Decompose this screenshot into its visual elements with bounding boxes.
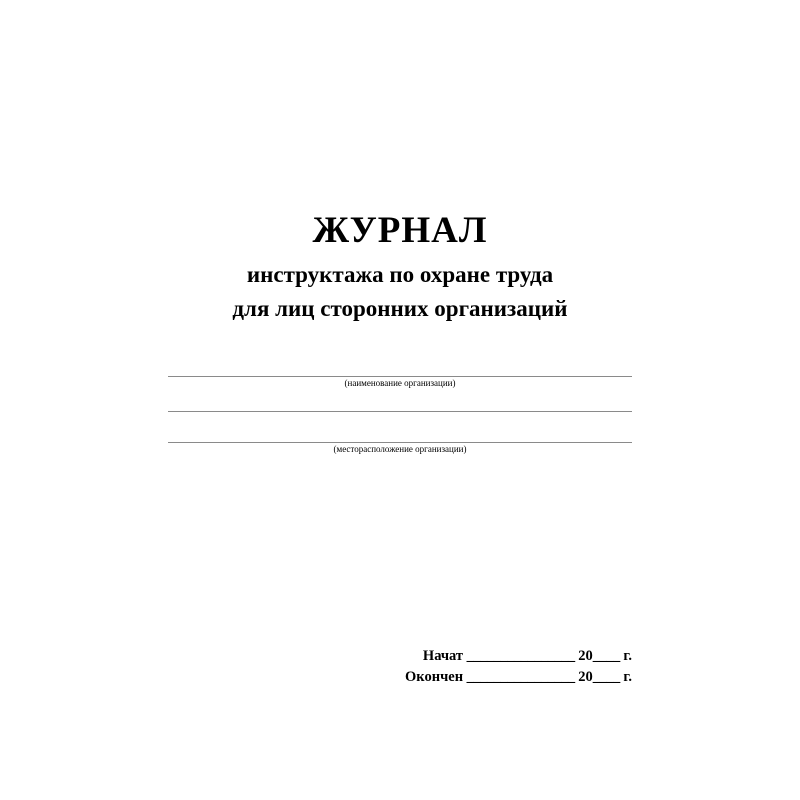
finished-date-line[interactable] <box>168 667 632 688</box>
document-subtitle-line-2: для лиц сторонних организаций <box>232 296 568 322</box>
organization-location-caption: (месторасположение организации) <box>333 443 467 454</box>
page-title: ЖУРНАЛ <box>312 210 488 251</box>
finished-year-suffix: г. <box>623 669 632 686</box>
organization-name-caption: (наименование организации) <box>344 378 456 388</box>
finished-blank: ________________ <box>466 669 575 686</box>
document-content <box>168 0 632 800</box>
started-label: Начат <box>422 648 464 664</box>
fill-in-fields <box>168 376 632 455</box>
started-date-line[interactable] <box>168 646 632 667</box>
dates-block <box>168 646 632 688</box>
finished-label: Окончен <box>405 669 464 686</box>
started-year-suffix: г. <box>623 648 632 664</box>
started-blank: ________________ <box>466 648 575 664</box>
finished-year-prefix: 20 <box>578 669 593 686</box>
document-subtitle-line-1: инструктажа по охране труда <box>246 262 554 287</box>
title-block <box>168 212 632 322</box>
started-year-prefix: 20 <box>578 648 593 664</box>
finished-year-blank: ____ <box>592 669 620 686</box>
started-year-blank: ____ <box>592 648 620 664</box>
